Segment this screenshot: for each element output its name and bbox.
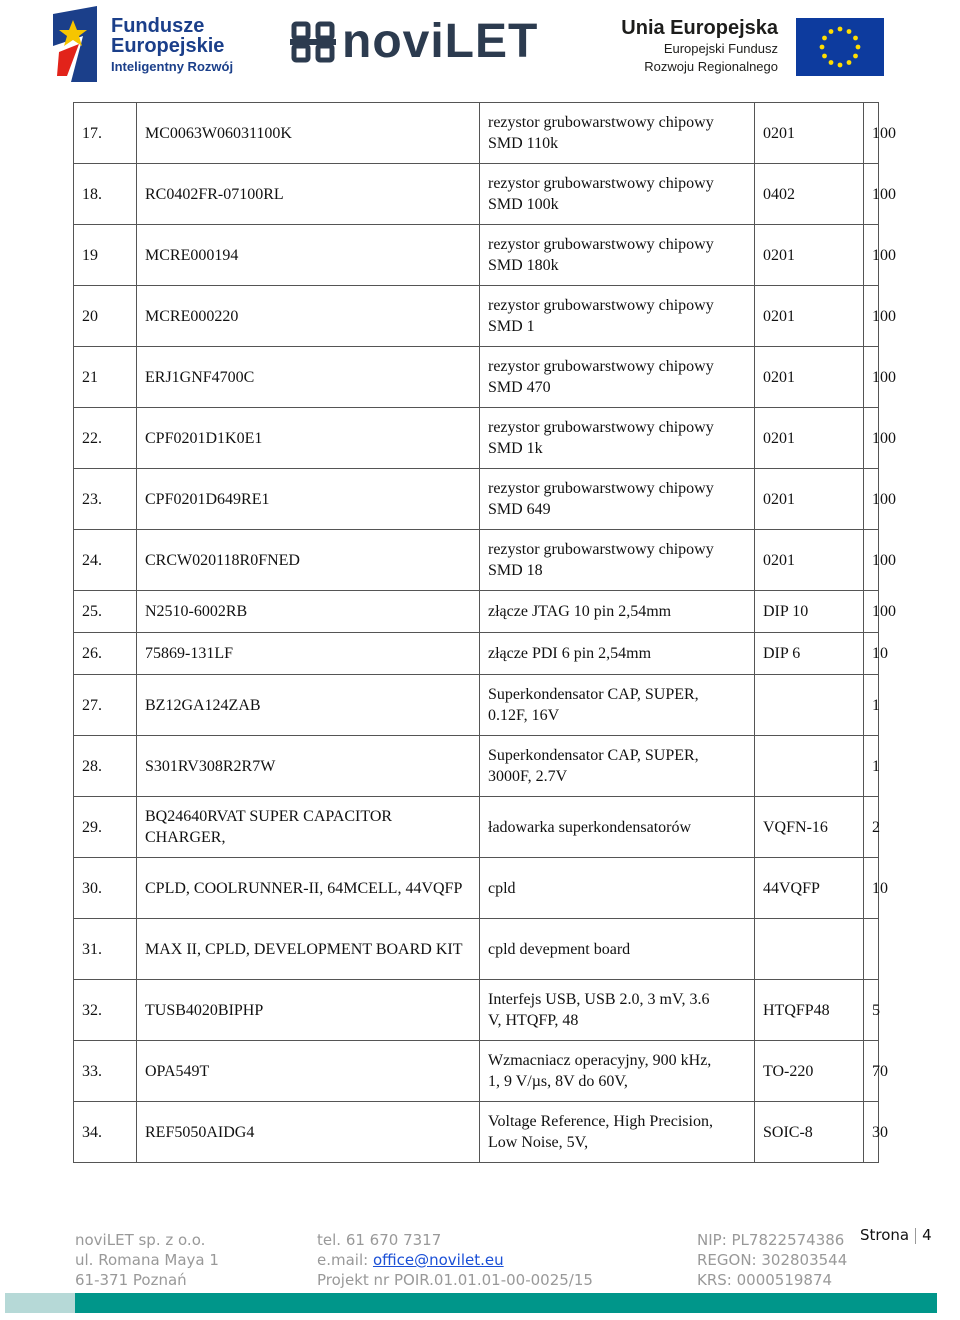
- description-line: rezystor grubowarstwowy chipowy: [488, 297, 714, 314]
- page-label: Strona: [860, 1226, 910, 1244]
- page-separator: [915, 1228, 916, 1244]
- footer-nip: NIP: PL7822574386: [697, 1231, 845, 1249]
- fundusze-europejskie-flag-icon: [53, 6, 97, 82]
- part-code: REF5050AIDG4: [137, 1102, 480, 1163]
- unia-europejska-logo: [621, 14, 884, 80]
- part-code: 75869-131LF: [137, 633, 480, 675]
- part-description: [480, 469, 755, 530]
- description-line: rezystor grubowarstwowy chipowy: [488, 541, 714, 558]
- part-package: 44VQFP: [755, 858, 864, 919]
- table-row: [74, 225, 879, 286]
- page-number: 4: [922, 1226, 932, 1244]
- table-row: [74, 164, 879, 225]
- part-description: [480, 286, 755, 347]
- part-quantity: 2: [864, 797, 879, 858]
- part-description: [480, 980, 755, 1041]
- footer-email-label: e.mail:: [317, 1251, 373, 1269]
- part-quantity: 100: [864, 286, 879, 347]
- table-row: [74, 797, 879, 858]
- part-package: SOIC-8: [755, 1102, 864, 1163]
- table-row: [74, 347, 879, 408]
- description-line: 1, 9 V/µs, 8V do 60V,: [488, 1073, 628, 1090]
- part-code: MCRE000194: [137, 225, 480, 286]
- part-package: DIP 10: [755, 591, 864, 633]
- part-code: MC0063W06031100K: [137, 103, 480, 164]
- part-description: [480, 530, 755, 591]
- table-row: [74, 1102, 879, 1163]
- row-number: 27.: [74, 675, 137, 736]
- row-number: 33.: [74, 1041, 137, 1102]
- footer-regon: REGON: 302803544: [697, 1251, 848, 1269]
- part-description: [480, 408, 755, 469]
- row-number: 30.: [74, 858, 137, 919]
- part-description: [480, 736, 755, 797]
- description-line: rezystor grubowarstwowy chipowy: [488, 419, 714, 436]
- row-number: 28.: [74, 736, 137, 797]
- part-code: BQ24640RVAT SUPER CAPACITOR CHARGER,: [137, 797, 480, 858]
- part-code: CPF0201D649RE1: [137, 469, 480, 530]
- description-line: SMD 1k: [488, 440, 543, 457]
- footer-company: noviLET sp. z o.o.: [75, 1231, 206, 1249]
- novilet-logo: [290, 15, 539, 70]
- description-line: SMD 1: [488, 318, 535, 335]
- fe-line3: Inteligentny Rozwój: [111, 59, 234, 74]
- footer-email-line: [317, 1250, 593, 1270]
- part-description: [480, 1041, 755, 1102]
- description-line: SMD 110k: [488, 135, 559, 152]
- table-row: [74, 736, 879, 797]
- part-quantity: [864, 919, 879, 980]
- row-number: 25.: [74, 591, 137, 633]
- fe-line1: Fundusze: [111, 15, 205, 37]
- ue-line3: Rozwoju Regionalnego: [644, 59, 778, 74]
- part-description: [480, 103, 755, 164]
- description-line: SMD 649: [488, 501, 551, 518]
- table-row: [74, 858, 879, 919]
- ue-line1: Unia Europejska: [621, 17, 778, 39]
- row-number: 34.: [74, 1102, 137, 1163]
- eu-flag-icon: [796, 18, 884, 76]
- part-code: S301RV308R2R7W: [137, 736, 480, 797]
- description-line: SMD 100k: [488, 196, 559, 213]
- table-row: [74, 675, 879, 736]
- part-quantity: 5: [864, 980, 879, 1041]
- part-code: TUSB4020BIPHP: [137, 980, 480, 1041]
- part-description: [480, 225, 755, 286]
- description-line: 3000F, 2.7V: [488, 768, 568, 785]
- part-package: 0201: [755, 286, 864, 347]
- part-quantity: 100: [864, 103, 879, 164]
- part-quantity: 100: [864, 164, 879, 225]
- part-code: RC0402FR-07100RL: [137, 164, 480, 225]
- footer-company-info: [75, 1230, 219, 1290]
- row-number: 31.: [74, 919, 137, 980]
- row-number: 20: [74, 286, 137, 347]
- row-number: 21: [74, 347, 137, 408]
- parts-table: [73, 102, 896, 1163]
- part-description: [480, 1102, 755, 1163]
- footer-bar-light: [5, 1293, 75, 1313]
- part-description: cpld: [480, 858, 755, 919]
- part-description: złącze PDI 6 pin 2,54mm: [480, 633, 755, 675]
- part-quantity: 100: [864, 591, 879, 633]
- row-number: 18.: [74, 164, 137, 225]
- part-package: 0201: [755, 225, 864, 286]
- part-quantity: 100: [864, 530, 879, 591]
- part-package: HTQFP48: [755, 980, 864, 1041]
- part-code: BZ12GA124ZAB: [137, 675, 480, 736]
- footer-tel: tel. 61 670 7317: [317, 1231, 442, 1249]
- part-package: 0201: [755, 530, 864, 591]
- description-line: 0.12F, 16V: [488, 707, 560, 724]
- description-line: Superkondensator CAP, SUPER,: [488, 747, 699, 764]
- part-package: VQFN-16: [755, 797, 864, 858]
- description-line: rezystor grubowarstwowy chipowy: [488, 480, 714, 497]
- part-code: CPF0201D1K0E1: [137, 408, 480, 469]
- description-line: V, HTQFP, 48: [488, 1012, 579, 1029]
- part-code: MCRE000220: [137, 286, 480, 347]
- table-row: [74, 919, 879, 980]
- part-description: złącze JTAG 10 pin 2,54mm: [480, 591, 755, 633]
- table-row: [74, 591, 879, 633]
- part-quantity: 70: [864, 1041, 879, 1102]
- description-line: Low Noise, 5V,: [488, 1134, 589, 1151]
- table-row: [74, 633, 879, 675]
- part-quantity: 100: [864, 469, 879, 530]
- footer-project: Projekt nr POIR.01.01.01-00-0025/15: [317, 1271, 593, 1289]
- part-quantity: 10: [864, 633, 879, 675]
- part-package: 0402: [755, 164, 864, 225]
- fe-line2: Europejskie: [111, 35, 225, 57]
- table-row: [74, 980, 879, 1041]
- part-description: ładowarka superkondensatorów: [480, 797, 755, 858]
- part-package: DIP 6: [755, 633, 864, 675]
- part-quantity: 10: [864, 858, 879, 919]
- part-package: 0201: [755, 469, 864, 530]
- part-package: [755, 919, 864, 980]
- part-code: ERJ1GNF4700C: [137, 347, 480, 408]
- footer-registry-info: [697, 1230, 847, 1290]
- row-number: 32.: [74, 980, 137, 1041]
- description-line: rezystor grubowarstwowy chipowy: [488, 236, 714, 253]
- description-line: rezystor grubowarstwowy chipowy: [488, 114, 714, 131]
- part-package: 0201: [755, 408, 864, 469]
- novilet-brand-text: noviLET: [342, 15, 539, 68]
- footer-krs: KRS: 0000519874: [697, 1271, 833, 1289]
- description-line: SMD 18: [488, 562, 543, 579]
- part-quantity: 100: [864, 347, 879, 408]
- part-quantity: 1: [864, 736, 879, 797]
- part-package: TO-220: [755, 1041, 864, 1102]
- row-number: 26.: [74, 633, 137, 675]
- part-code: CRCW020118R0FNED: [137, 530, 480, 591]
- part-description: [480, 675, 755, 736]
- footer-city: 61-371 Poznań: [75, 1271, 187, 1289]
- row-number: 23.: [74, 469, 137, 530]
- row-number: 19: [74, 225, 137, 286]
- part-package: [755, 675, 864, 736]
- part-quantity: 100: [864, 408, 879, 469]
- row-number: 29.: [74, 797, 137, 858]
- part-code: N2510-6002RB: [137, 591, 480, 633]
- row-number: 24.: [74, 530, 137, 591]
- part-code: CPLD, COOLRUNNER-II, 64MCELL, 44VQFP: [137, 858, 480, 919]
- novilet-mark-icon: [290, 20, 338, 64]
- description-line: rezystor grubowarstwowy chipowy: [488, 358, 714, 375]
- description-line: rezystor grubowarstwowy chipowy: [488, 175, 714, 192]
- footer-email-link[interactable]: office@novilet.eu: [372, 1251, 504, 1269]
- part-package: 0201: [755, 347, 864, 408]
- footer-bar-dark: [75, 1293, 937, 1313]
- part-description: [480, 347, 755, 408]
- page-header: [0, 0, 960, 92]
- footer-street: ul. Romana Maya 1: [75, 1251, 219, 1269]
- fundusze-europejskie-logo: [53, 4, 243, 84]
- part-description: [480, 164, 755, 225]
- part-quantity: 100: [864, 225, 879, 286]
- description-line: Voltage Reference, High Precision,: [488, 1113, 713, 1130]
- description-line: SMD 180k: [488, 257, 559, 274]
- table-row: [74, 408, 879, 469]
- description-line: Superkondensator CAP, SUPER,: [488, 686, 699, 703]
- part-code: MAX II, CPLD, DEVELOPMENT BOARD KIT: [137, 919, 480, 980]
- table-row: [74, 286, 879, 347]
- part-package: [755, 736, 864, 797]
- table-row: [74, 469, 879, 530]
- row-number: 17.: [74, 103, 137, 164]
- part-code: OPA549T: [137, 1041, 480, 1102]
- description-line: Interfejs USB, USB 2.0, 3 mV, 3.6: [488, 991, 710, 1008]
- ue-line2: Europejski Fundusz: [663, 41, 778, 56]
- description-line: Wzmacniacz operacyjny, 900 kHz,: [488, 1052, 712, 1069]
- part-description: cpld devepment board: [480, 919, 755, 980]
- part-package: 0201: [755, 103, 864, 164]
- table-row: [74, 530, 879, 591]
- part-quantity: 30: [864, 1102, 879, 1163]
- part-quantity: 1: [864, 675, 879, 736]
- description-line: SMD 470: [488, 379, 551, 396]
- table-row: [74, 103, 879, 164]
- page-number-block: [860, 1226, 932, 1244]
- row-number: 22.: [74, 408, 137, 469]
- footer-contact-info: [317, 1230, 593, 1290]
- table-row: [74, 1041, 879, 1102]
